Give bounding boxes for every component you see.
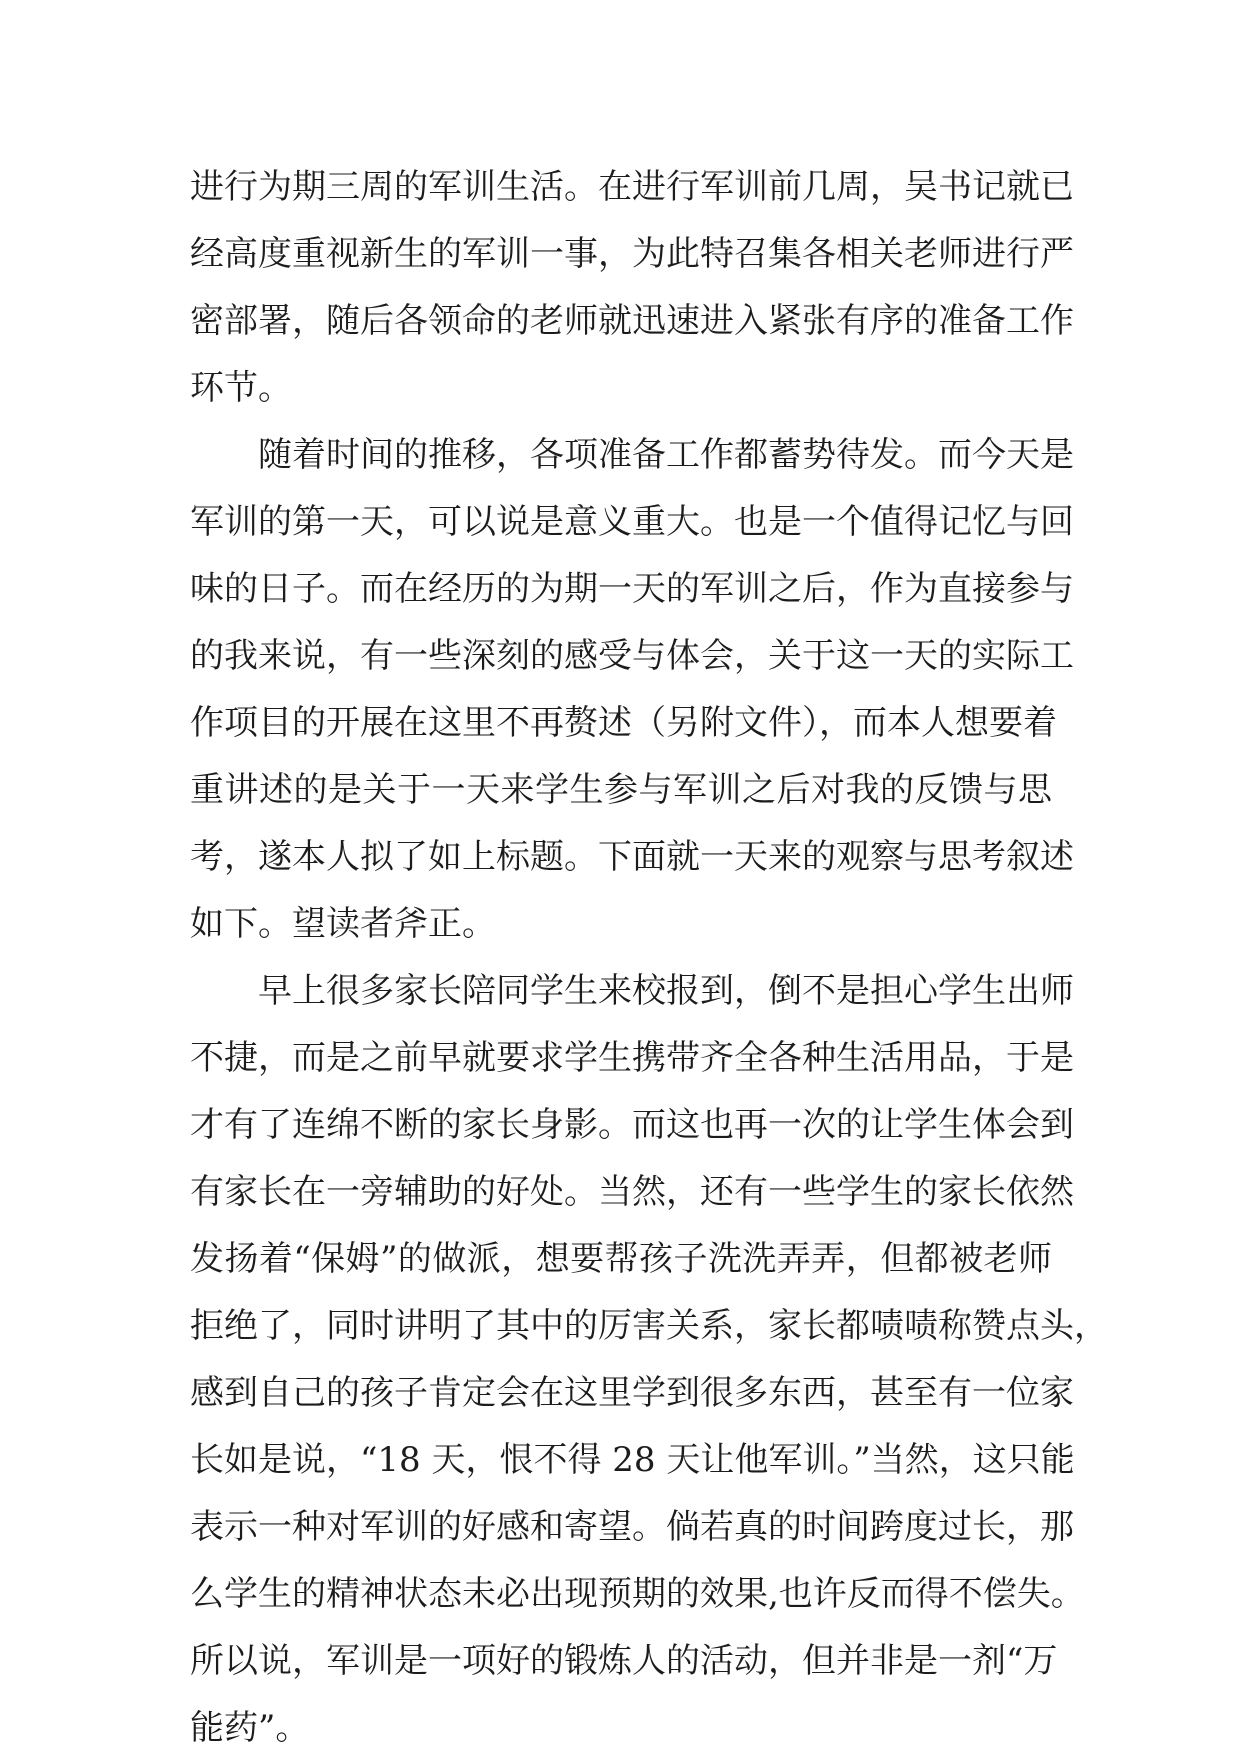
text-line: 进行为期三周的军训生活。在进行军训前几周，吴书记就已 xyxy=(190,167,1074,207)
text-line: 味的日子。而在经历的为期一天的军训之后，作为直接参与 xyxy=(190,569,1074,609)
text-line: 才有了连绵不断的家长身影。而这也再一次的让学生体会到 xyxy=(190,1105,1074,1145)
text-line: 环节。 xyxy=(190,368,292,408)
text-line: 么学生的精神状态未必出现预期的效果,也许反而得不偿失。 xyxy=(190,1574,1085,1614)
text-line: 能药”。 xyxy=(190,1708,310,1748)
text-line: 拒绝了，同时讲明了其中的厉害关系，家长都啧啧称赞点头， xyxy=(190,1306,1108,1346)
text-line: 随着时间的推移，各项准备工作都蓄势待发。而今天是 xyxy=(258,435,1074,475)
text-line: 表示一种对军训的好感和寄望。倘若真的时间跨度过长，那 xyxy=(190,1507,1074,1547)
text-line: 不捷，而是之前早就要求学生携带齐全各种生活用品，于是 xyxy=(190,1038,1074,1078)
text-line: 早上很多家长陪同学生来校报到，倒不是担心学生出师 xyxy=(258,971,1074,1011)
document-body xyxy=(190,154,1108,1762)
text-line: 感到自己的孩子肯定会在这里学到很多东西，甚至有一位家 xyxy=(190,1373,1074,1413)
text-line: 长如是说，“18 天，恨不得 28 天让他军训。”当然，这只能 xyxy=(190,1440,1075,1480)
text-line: 密部署，随后各领命的老师就迅速进入紧张有序的准备工作 xyxy=(190,301,1074,341)
text-line: 的我来说，有一些深刻的感受与体会，关于这一天的实际工 xyxy=(190,636,1074,676)
text-line: 经高度重视新生的军训一事，为此特召集各相关老师进行严 xyxy=(190,234,1074,274)
text-line: 重讲述的是关于一天来学生参与军训之后对我的反馈与思 xyxy=(190,770,1052,810)
text-line: 作项目的开展在这里不再赘述（另附文件），而本人想要着 xyxy=(190,703,1057,743)
text-line: 如下。望读者斧正。 xyxy=(190,904,496,944)
text-line: 考，遂本人拟了如上标题。下面就一天来的观察与思考叙述 xyxy=(190,837,1074,877)
text-line: 有家长在一旁辅助的好处。当然，还有一些学生的家长依然 xyxy=(190,1172,1074,1212)
text-line: 军训的第一天，可以说是意义重大。也是一个值得记忆与回 xyxy=(190,502,1074,542)
text-line: 发扬着“保姆”的做派，想要帮孩子洗洗弄弄，但都被老师 xyxy=(190,1239,1052,1279)
text-line: 所以说，军训是一项好的锻炼人的活动，但并非是一剂“万 xyxy=(190,1641,1058,1681)
